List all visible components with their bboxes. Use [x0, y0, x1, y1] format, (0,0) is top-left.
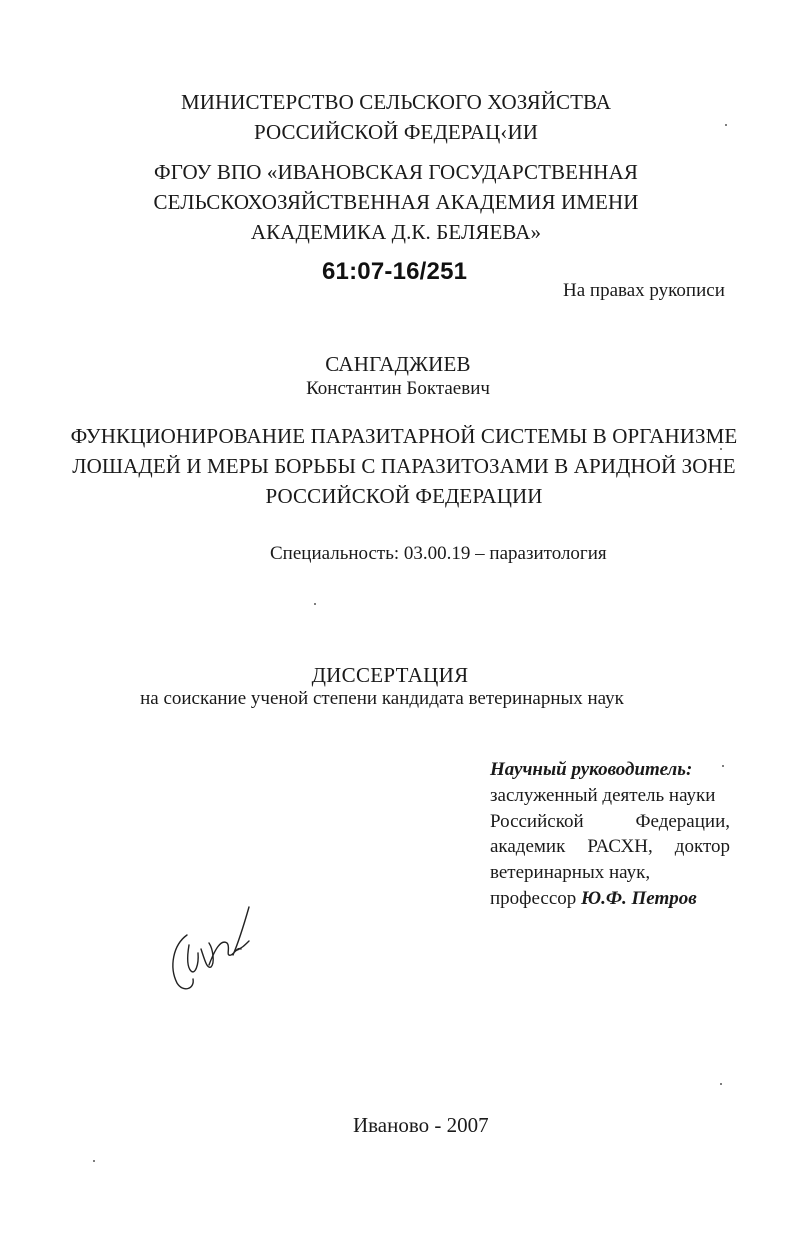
supervisor-line-2	[490, 809, 730, 835]
author-given-names: Константин Боктаевич	[306, 378, 490, 399]
supervisor-block	[490, 757, 730, 912]
supervisor-title: профессор	[490, 888, 577, 910]
thesis-title-line-3: РОССИЙСКОЙ ФЕДЕРАЦИИ	[265, 483, 543, 508]
specialty: Специальность: 03.00.19 – паразитология	[270, 543, 607, 564]
supervisor-line-2-left: Российской	[490, 810, 584, 832]
supervisor-line-3-left: академик	[490, 836, 566, 858]
supervisor-name: Ю.Ф. Петров	[581, 888, 697, 910]
signature-loop	[173, 935, 193, 989]
scan-speck	[720, 1083, 722, 1085]
thesis-title-line-1: ФУНКЦИОНИРОВАНИЕ ПАРАЗИТАРНОЙ СИСТЕМЫ В ОРГАНИЗМЕ	[70, 424, 738, 448]
supervisor-line-3-right: доктор	[674, 836, 730, 858]
scan-speck	[725, 124, 727, 126]
supervisor-line-4: ветеринарных наук,	[490, 862, 651, 884]
ministry-header	[0, 88, 794, 148]
supervisor-line-3	[490, 834, 730, 860]
academy-line-3: АКАДЕМИКА Д.К. БЕЛЯЕВА»	[250, 219, 542, 244]
document-type: ДИССЕРТАЦИЯ	[311, 663, 469, 687]
supervisor-line-2-right: Федерации,	[635, 810, 730, 832]
archive-code: 61:07-16/251	[322, 258, 468, 285]
thesis-title-line-2: ЛОШАДЕЙ И МЕРЫ БОРЬБЫ С ПАРАЗИТОЗАМИ В АРИДНОЙ ЗОНЕ	[72, 453, 736, 478]
scan-speck	[93, 1160, 95, 1162]
handwritten-signature	[165, 905, 260, 997]
ministry-line-1: МИНИСТЕРСТВО СЕЛЬСКОГО ХОЗЯЙСТВА	[180, 90, 612, 114]
signature-stroke-1	[188, 945, 198, 972]
scan-speck	[720, 448, 722, 450]
supervisor-line-3-mid: РАСХН,	[587, 836, 653, 858]
scan-speck	[314, 603, 316, 605]
ministry-line-2: РОССИЙСКОЙ ФЕДЕРАЦ‹ИИ	[253, 119, 539, 144]
supervisor-heading: Научный руководитель:	[490, 759, 693, 780]
scan-speck	[722, 765, 724, 767]
signature-stroke-2	[201, 943, 213, 967]
city-year: Иваново - 2007	[353, 1113, 489, 1137]
degree-line: на соискание ученой степени кандидата ветеринарных наук	[140, 688, 624, 709]
academy-header	[0, 158, 794, 247]
academy-line-1: ФГОУ ВПО «ИВАНОВСКАЯ ГОСУДАРСТВЕННАЯ	[154, 160, 638, 184]
thesis-title	[6, 422, 796, 511]
author-surname: САНГАДЖИЕВ	[325, 352, 471, 376]
supervisor-line-5	[490, 886, 730, 912]
manuscript-note: На правах рукописи	[563, 280, 725, 301]
supervisor-line-1: заслуженный деятель науки	[490, 784, 716, 806]
academy-line-2: СЕЛЬСКОХОЗЯЙСТВЕННАЯ АКАДЕМИЯ ИМЕНИ	[153, 189, 639, 214]
